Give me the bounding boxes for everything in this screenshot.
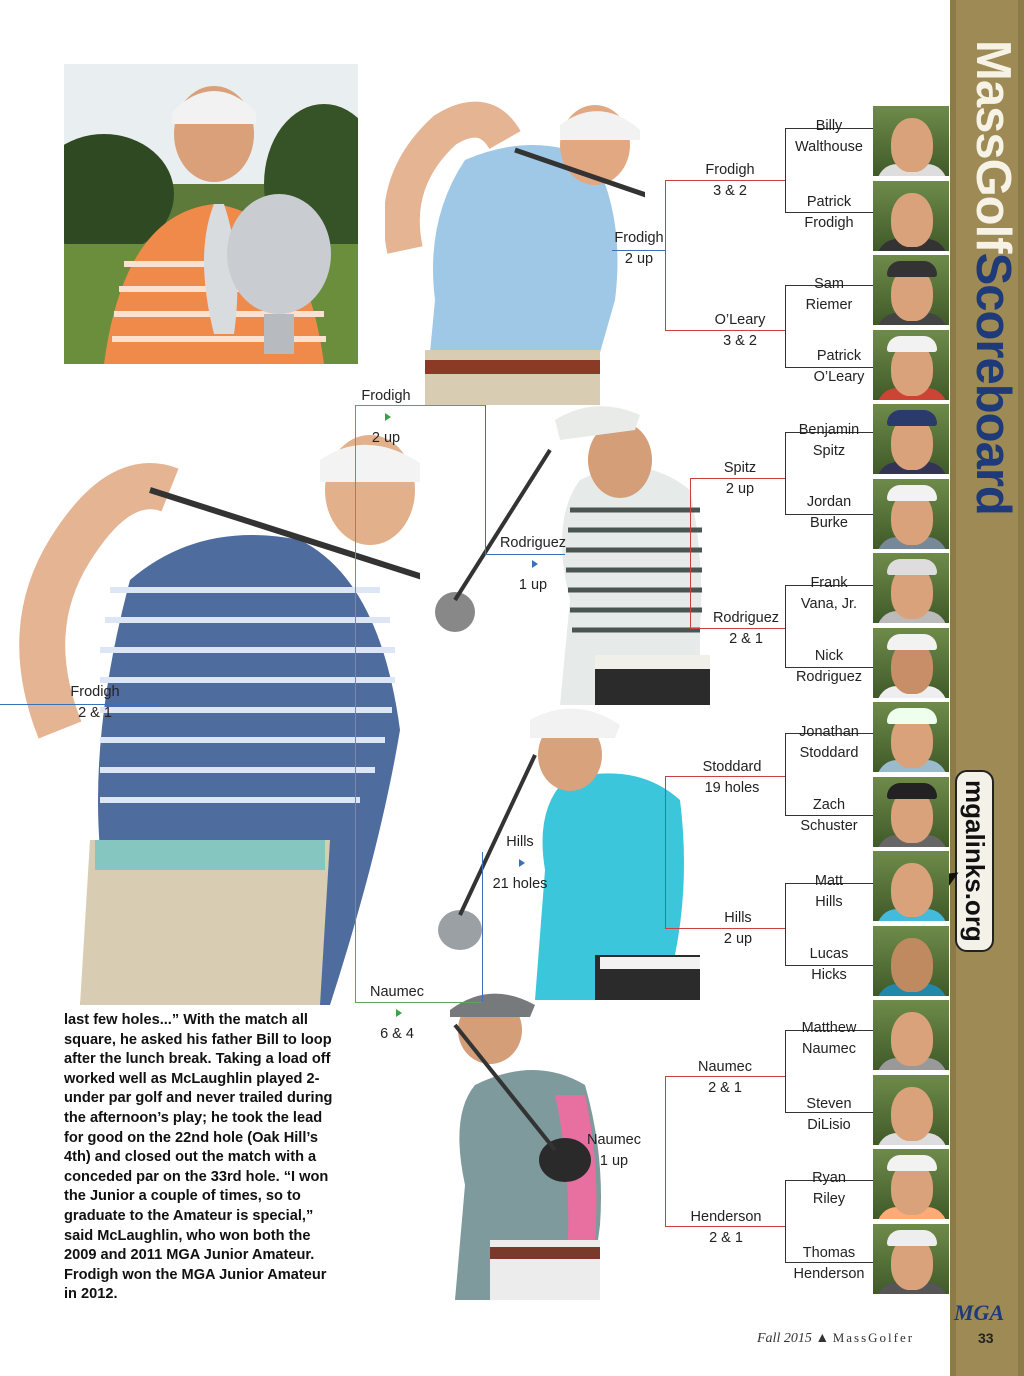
trophy-winner-photo <box>64 64 358 364</box>
website-url[interactable]: mgalinks.org <box>955 770 994 952</box>
round2-result: Henderson 2 & 1 <box>690 1209 762 1246</box>
player-label: Billy Walthouse <box>795 118 863 155</box>
advance-arrow-icon <box>396 1009 402 1017</box>
player-headshots <box>873 106 949 1298</box>
advance-arrow-icon <box>532 560 538 568</box>
headshot-vana <box>873 553 949 623</box>
player-label: Ryan Riley <box>812 1170 846 1207</box>
golfer-photo-frodigh-top <box>385 100 645 405</box>
player-label: Frank Vana, Jr. <box>800 575 858 612</box>
headshot-stoddard <box>873 702 949 772</box>
quarterfinal-result: Frodigh 2 up <box>614 230 664 267</box>
semifinal-result: Naumec 6 & 4 <box>370 984 424 1042</box>
headshot-riemer <box>873 255 949 325</box>
article-text: last few holes...” With the match all square, he asked his father Bill to loop after the lunch break. Taking a load off worked well as McLaughlin played 2-under par golf and never trailed during the afternoon’s play; he took the lead for good on the 22nd hole (Oak Hill’s 4th) and closed out the match with a conceded par on the 33rd hole. “I won the Junior a couple of times, so to graduate to the Amateur is special,” said McLaughlin, who won both the 2009 and 2011 MGA Junior Amateur. Frodigh won the MGA Junior Amateur in 2012. <box>64 1012 333 1303</box>
triangle-icon: ▲ <box>815 1331 833 1346</box>
player-label: Benjamin Spitz <box>798 422 860 459</box>
advance-arrow-icon <box>385 413 391 421</box>
headshot-oleary <box>873 330 949 400</box>
headshot-hills <box>873 851 949 921</box>
round2-result: Stoddard 19 holes <box>702 759 762 796</box>
quarterfinal-result: Rodriguez 1 up <box>499 535 567 593</box>
player-label: Lucas Hicks <box>809 946 849 983</box>
player-label: Steven DiLisio <box>806 1096 852 1133</box>
player-label: Matt Hills <box>814 873 844 910</box>
round2-result: Naumec 2 & 1 <box>698 1059 752 1096</box>
player-label: Jonathan Stoddard <box>799 724 859 761</box>
round2-result: Rodriguez 2 & 1 <box>712 610 780 647</box>
section-title-part2: Scoreboard <box>966 252 1020 515</box>
headshot-spitz <box>873 404 949 474</box>
golfer-photo-hills <box>435 700 710 1000</box>
website-badge[interactable] <box>960 770 1000 970</box>
player-label: Patrick Frodigh <box>804 194 854 231</box>
player-label: Sam Riemer <box>805 276 853 313</box>
headshot-henderson <box>873 1224 949 1294</box>
player-label: Matthew Naumec <box>801 1020 857 1057</box>
page-footer <box>757 1330 914 1347</box>
final-result: Frodigh 2 & 1 <box>70 684 120 721</box>
headshot-schuster <box>873 777 949 847</box>
headshot-riley <box>873 1149 949 1219</box>
round2-result: Spitz 2 up <box>723 460 757 497</box>
headshot-burke <box>873 479 949 549</box>
player-label: Zach Schuster <box>800 797 858 834</box>
player-label: Patrick O’Leary <box>813 348 865 385</box>
quarterfinal-result: Naumec 1 up <box>587 1132 641 1169</box>
page-number: 33 <box>978 1330 994 1346</box>
player-label: Nick Rodriguez <box>795 648 863 685</box>
advance-arrow-icon <box>519 859 525 867</box>
headshot-walthouse <box>873 106 949 176</box>
round2-result: Hills 2 up <box>723 910 753 947</box>
headshot-naumec <box>873 1000 949 1070</box>
semifinal-result: Frodigh 2 up <box>361 388 411 446</box>
round2-result: Frodigh 3 & 2 <box>705 162 755 199</box>
quarterfinal-result: Hills 21 holes <box>492 834 548 892</box>
section-title-part1: MassGolf <box>966 40 1020 253</box>
round2-result: O’Leary 3 & 2 <box>714 312 766 349</box>
section-title <box>945 40 1024 600</box>
headshot-frodigh <box>873 181 949 251</box>
mga-logo: MGA <box>954 1300 1005 1325</box>
headshot-hicks <box>873 926 949 996</box>
headshot-dilisio <box>873 1075 949 1145</box>
issue-label: Fall 2015 <box>757 1331 812 1346</box>
headshot-rodriguez <box>873 628 949 698</box>
player-label: Jordan Burke <box>806 494 852 531</box>
magazine-name: MassGolfer <box>832 1330 915 1345</box>
player-label: Thomas Henderson <box>793 1245 865 1282</box>
